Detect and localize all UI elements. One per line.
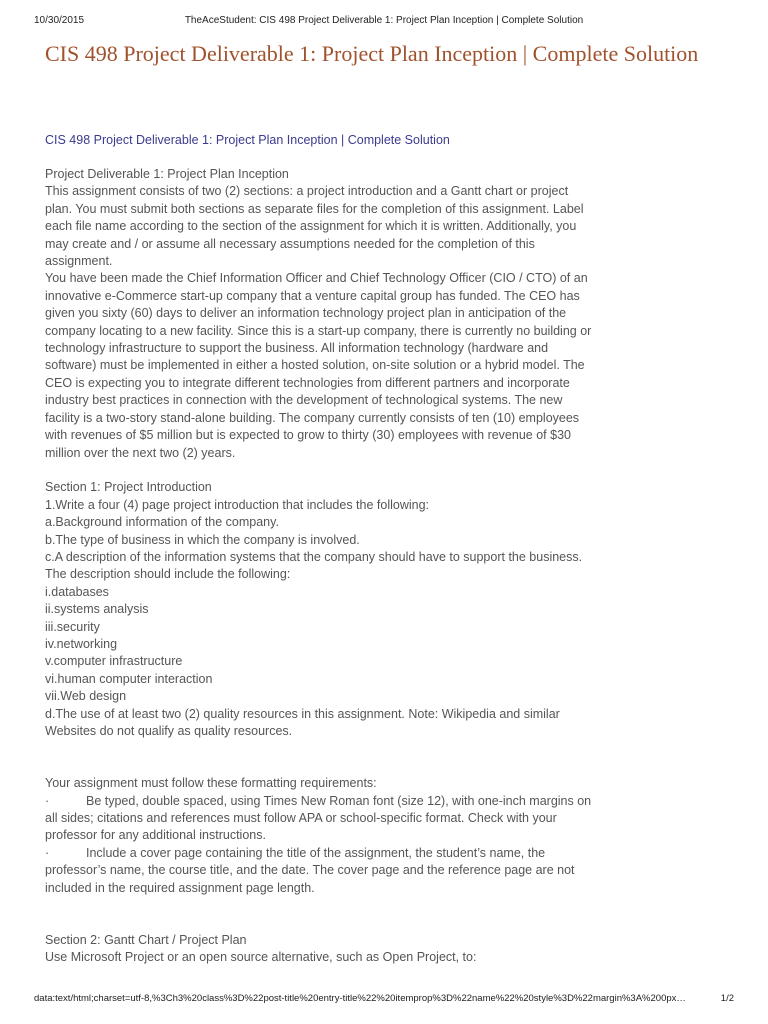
text-line: ii.systems analysis — [45, 602, 149, 617]
print-url: data:text/html;charset=utf-8,%3Ch3%20class%3D%22post-title%20entry-title%22%20itemprop%3D%22name%22%20style%3D%22margin%3A%200px… — [34, 993, 686, 1004]
text-line: This assignment consists of two (2) sections: a project introduction and a Gantt chart or project — [45, 184, 569, 199]
text-line: company locating to a new facility. Since this is a start-up company, there is currently no building or — [45, 323, 592, 338]
print-page-title: TheAceStudent: CIS 498 Project Deliverable 1: Project Plan Inception | Complete Solution — [184, 15, 584, 26]
text-line: given you sixty (60) days to deliver an information technology project plan in anticipation of the — [45, 306, 567, 321]
bullet-symbol: · — [45, 845, 50, 860]
bullet-line — [45, 845, 655, 862]
bullet-line — [45, 810, 655, 827]
text-line: c.A description of the information systems that the company should have to support the business. — [45, 549, 583, 564]
text-line: b.The type of business in which the company is involved. — [45, 532, 360, 547]
text-line: You have been made the Chief Information Officer and Chief Technology Officer (CIO / CTO) of an — [45, 271, 588, 286]
formatting-heading: Your assignment must follow these formatting requirements: — [45, 776, 377, 791]
text-line: assignment. — [45, 254, 113, 269]
bullet-text: Include a cover page containing the title of the assignment, the student’s name, the — [86, 845, 546, 860]
section-1-project-introduction — [45, 479, 655, 740]
bullet-text: all sides; citations and references must follow APA or school-specific format. Check with your — [45, 811, 557, 825]
bullet-line — [45, 827, 655, 844]
text-line: vi.human computer interaction — [45, 671, 213, 686]
text-line: with revenues of $5 million but is expected to grow to thirty (30) employees with revenue of $30 — [45, 428, 571, 443]
text-line: plan. You must submit both sections as separate files for the completion of this assignment. Label — [45, 201, 584, 216]
print-footer — [34, 992, 734, 1006]
post-title: CIS 498 Project Deliverable 1: Project Plan Inception | Complete Solution — [45, 41, 699, 66]
bullet-text: professor for any additional instructions. — [45, 828, 266, 843]
text-line: v.computer infrastructure — [45, 654, 183, 669]
bullet-text: professor’s name, the course title, and the date. The cover page and the reference page are not — [45, 863, 575, 878]
text-line: million over the next two (2) years. — [45, 445, 236, 460]
post-body — [45, 166, 655, 967]
bullet-text: included in the required assignment page length. — [45, 880, 315, 895]
bullet-text: Be typed, double spaced, using Times New Roman font (size 12), with one-inch margins on — [86, 793, 592, 808]
text-line: facility is a two-story stand-alone building. The company currently consists of ten (10) employees — [45, 410, 580, 425]
text-line: Section 2: Gantt Chart / Project Plan — [45, 932, 247, 947]
text-line: d.The use of at least two (2) quality resources in this assignment. Note: Wikipedia and similar — [45, 706, 560, 721]
text-line: i.databases — [45, 584, 109, 599]
text-line: iv.networking — [45, 636, 118, 651]
text-line: Use Microsoft Project or an open source alternative, such as Open Project, to: — [45, 950, 477, 965]
intro-section — [45, 166, 655, 462]
text-line: vii.Web design — [45, 689, 127, 704]
bullet-line — [45, 793, 655, 810]
text-line: a.Background information of the company. — [45, 515, 279, 530]
text-line: The description should include the following: — [45, 567, 291, 582]
text-line: industry best practices in connection with the development of technological systems. The new — [45, 393, 563, 408]
bullet-line — [45, 862, 655, 879]
text-line: each file name according to the section of the assignment for which it is written. Additionally, you — [45, 219, 577, 234]
print-header — [34, 14, 734, 28]
formatting-requirements — [45, 775, 655, 897]
text-line: CEO is expecting you to integrate different technologies from different partners and incorporate — [45, 375, 570, 390]
text-line: iii.security — [45, 619, 100, 634]
text-line: innovative e-Commerce start-up company that a venture capital group has funded. The CEO has — [45, 288, 580, 303]
text-line: 1.Write a four (4) page project introduction that includes the following: — [45, 497, 430, 512]
text-line: Websites do not qualify as quality resources. — [45, 723, 293, 738]
text-line: software) must be implemented in either a hosted solution, on-site solution or a hybrid model. The — [45, 358, 585, 373]
page-number: 1/2 — [720, 993, 734, 1004]
print-date: 10/30/2015 — [34, 15, 85, 26]
post-title-link[interactable]: CIS 498 Project Deliverable 1: Project Plan Inception | Complete Solution — [45, 133, 450, 147]
bullet-line — [45, 880, 655, 897]
bullet-symbol: · — [45, 793, 50, 808]
text-line: may create and / or assume all necessary assumptions needed for the completion of this — [45, 236, 535, 251]
section-2-gantt-chart — [45, 932, 655, 967]
text-line: technology infrastructure to support the business. All information technology (hardware and — [45, 341, 549, 356]
text-line: Project Deliverable 1: Project Plan Inception — [45, 167, 289, 181]
text-line: Section 1: Project Introduction — [45, 480, 212, 495]
